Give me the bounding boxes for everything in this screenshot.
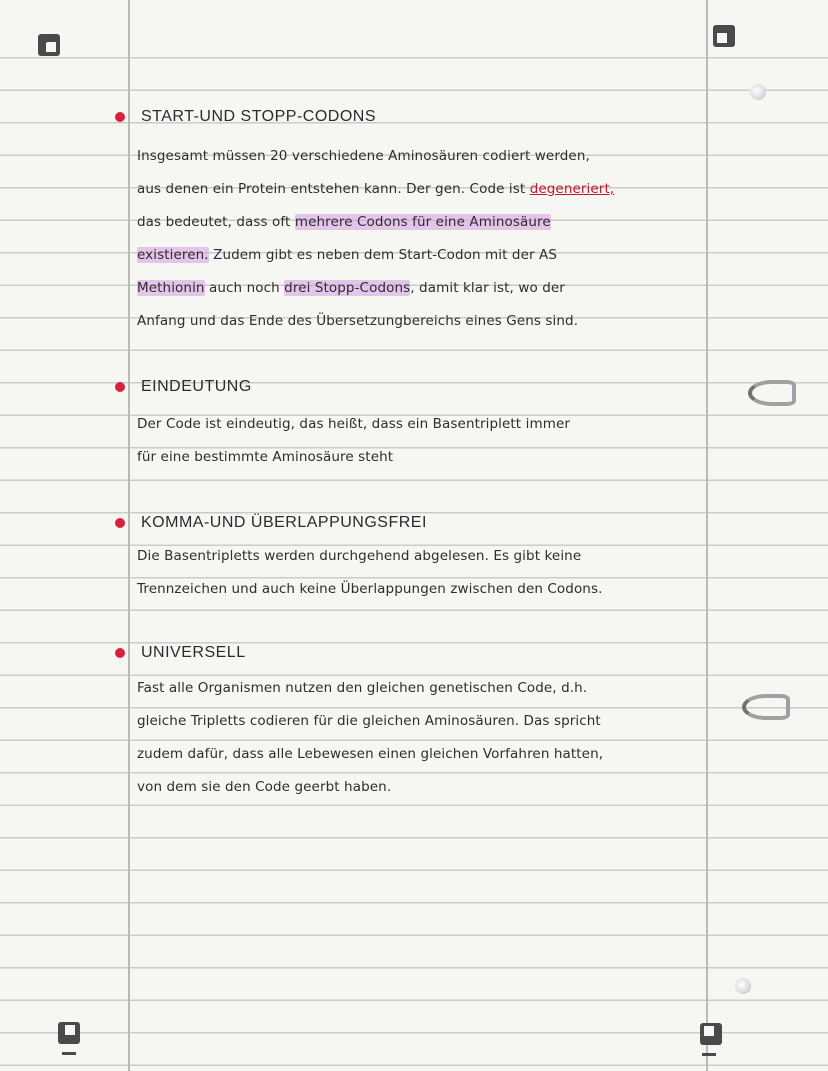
highlight-purple: mehrere Codons für eine Aminosäure	[294, 214, 551, 230]
text-line: Insgesamt müssen 20 verschiedene Aminosäuren codiert werden,	[137, 148, 590, 164]
section-heading: START-UND STOPP-CODONS	[141, 108, 377, 125]
text-line: existieren. Zudem gibt es neben dem Start-Codon mit der AS	[137, 247, 558, 263]
left-margin-line	[128, 0, 130, 1071]
text-line: Trennzeichen und auch keine Überlappungen zwischen den Codons.	[137, 581, 603, 597]
text-line: Anfang und das Ende des Übersetzungbereichs eines Gens sind.	[137, 313, 579, 329]
highlight-purple: Methionin	[137, 280, 205, 296]
section-heading: KOMMA-UND ÜBERLAPPUNGSFREI	[141, 514, 427, 531]
bullet-icon	[115, 112, 125, 122]
corner-marker-top-left	[38, 34, 60, 56]
text-line: zudem dafür, dass alle Lebewesen einen gleichen Vorfahren hatten,	[137, 746, 604, 762]
bullet-icon	[115, 382, 125, 392]
text-line: Methionin auch noch drei Stopp-Codons, damit klar ist, wo der	[137, 280, 565, 296]
highlight-red: degeneriert,	[529, 181, 615, 197]
section-heading: UNIVERSELL	[141, 644, 246, 661]
corner-dash-bottom-right	[702, 1053, 716, 1056]
bullet-icon	[115, 518, 125, 528]
text-line: Die Basentripletts werden durchgehend abgelesen. Es gibt keine	[137, 548, 582, 564]
punch-hole-icon	[735, 978, 751, 994]
text-line: aus denen ein Protein entstehen kann. Der gen. Code ist degeneriert,	[137, 181, 615, 197]
highlight-purple: existieren.	[137, 247, 209, 263]
punch-hole-icon	[750, 84, 766, 100]
text-line: gleiche Tripletts codieren für die gleichen Aminosäuren. Das spricht	[137, 713, 601, 729]
binder-ring-icon	[742, 694, 790, 720]
corner-dash-bottom-left	[62, 1052, 76, 1055]
binder-ring-icon	[748, 380, 796, 406]
corner-marker-bottom-left	[58, 1022, 80, 1044]
highlight-purple: drei Stopp-Codons	[284, 280, 411, 296]
section-heading: EINDEUTUNG	[141, 378, 252, 395]
text-line: von dem sie den Code geerbt haben.	[137, 779, 392, 795]
text-line: für eine bestimmte Aminosäure steht	[137, 449, 394, 465]
corner-marker-top-right	[713, 25, 735, 47]
text-line: Fast alle Organismen nutzen den gleichen genetischen Code, d.h.	[137, 680, 588, 696]
bullet-icon	[115, 648, 125, 658]
text-line: Der Code ist eindeutig, das heißt, dass ein Basentriplett immer	[137, 416, 570, 432]
text-line: das bedeutet, dass oft mehrere Codons für eine Aminosäure	[137, 214, 551, 230]
right-margin-line	[706, 0, 708, 1071]
corner-marker-bottom-right	[700, 1023, 722, 1045]
